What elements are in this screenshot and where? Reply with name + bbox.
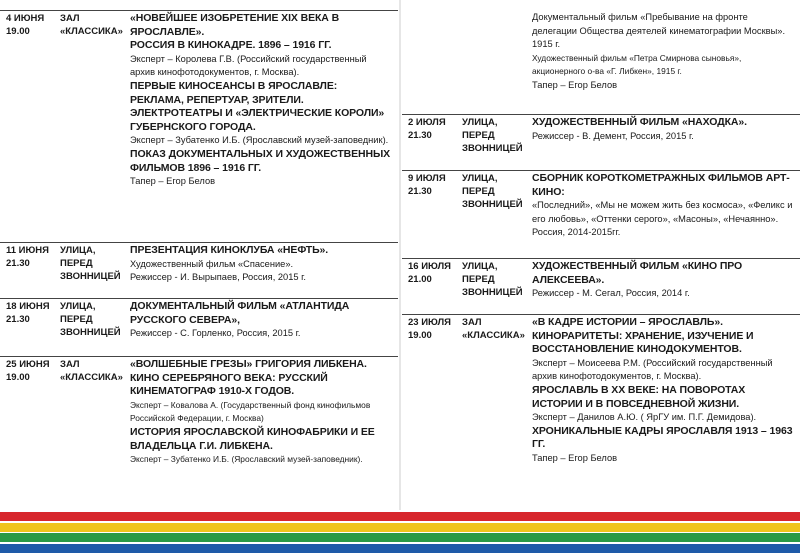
red-stripe xyxy=(0,512,800,521)
schedule-continuation xyxy=(402,10,800,114)
schedule-entry-jun-18 xyxy=(0,298,398,356)
schedule-entry-jul-9 xyxy=(402,170,800,258)
schedule-entry-jun-25 xyxy=(0,356,398,510)
entry-date: 2 ИЮЛЯ 21.30 xyxy=(408,117,446,141)
yellow-stripe xyxy=(0,523,800,532)
schedule-entry-jul-2 xyxy=(402,114,800,170)
entry-description: ПРЕЗЕНТАЦИЯ КИНОКЛУБА «НЕФТЬ». Художественный фильм «Спасение». Режиссер - И. Вырыпаев, Россия, 2015 г. xyxy=(130,244,329,283)
entry-description: «НОВЕЙШЕЕ ИЗОБРЕТЕНИЕ XIX ВЕКА В ЯРОСЛАВЛЕ». РОССИЯ В КИНОКАДРЕ. 1896 – 1916 ГГ. Эксперт – Королева Г.В. (Российский государственный архив кинофотодокументов, г. Москва). ПЕРВЫЕ КИНОСЕАНСЫ В ЯРОСЛАВЛЕ: РЕКЛАМА, РЕПЕРТУАР, ЗРИТЕЛИ. ЭЛЕКТРОТЕАТРЫ И «ЭЛЕКТРИЧЕСКИЕ КОРОЛИ» ГУБЕРНСКОГО ГОРОДА. Эксперт – Зубатенко И.Б. (Ярославский музей-заповедник). ПОКАЗ ДОКУМЕНТАЛЬНЫХ И ХУДОЖЕСТВЕННЫХ ФИЛЬМОВ 1896 – 1916 ГГ. Тапер – Егор Белов xyxy=(130,12,391,187)
entry-date: 18 ИЮНЯ 21.30 xyxy=(6,301,50,325)
entry-venue: УЛИЦА, ПЕРЕД ЗВОННИЦЕЙ xyxy=(60,301,121,338)
entry-date: 11 ИЮНЯ 21.30 xyxy=(6,245,49,269)
entry-date: 9 ИЮЛЯ 21.30 xyxy=(408,173,446,197)
schedule-entry-jun-4 xyxy=(0,10,398,242)
schedule-entry-jun-11 xyxy=(0,242,398,298)
schedule-entry-jul-16 xyxy=(402,258,800,314)
page-fold xyxy=(399,0,401,510)
entry-date: 23 ИЮЛЯ 19.00 xyxy=(408,317,451,341)
entry-description: ДОКУМЕНТАЛЬНЫЙ ФИЛЬМ «АТЛАНТИДА РУССКОГО СЕВЕРА», Режиссер - С. Горленко, Россия, 2015 г. xyxy=(130,300,350,339)
entry-description: ХУДОЖЕСТВЕННЫЙ ФИЛЬМ «НАХОДКА». Режиссер - В. Демент, Россия, 2015 г. xyxy=(532,116,747,141)
entry-description: «ВОЛШЕБНЫЕ ГРЕЗЫ» ГРИГОРИЯ ЛИБКЕНА. КИНО СЕРЕБРЯНОГО ВЕКА: РУССКИЙ КИНЕМАТОГРАФ 1910-Х ГОДОВ. Эксперт – Ковалова А. (Государственный фонд кинофильмов Российской Федерации, г. Москва) ИСТОРИЯ ЯРОСЛАВСКОЙ КИНОФАБРИКИ И ЕЕ ВЛАДЕЛЬЦА Г.И. ЛИБКЕНА. Эксперт – Зубатенко И.Б. (Ярославский музей-заповедник). xyxy=(130,358,375,465)
entry-description: Документальный фильм «Пребывание на фронте делегации Общества деятелей кинематографии Москвы». 1915 г. Художественный фильм «Петра Смирнова сыновья», акционерного о-ва «Г. Либкен», 1915 г. Тапер – Егор Белов xyxy=(532,12,786,90)
entry-venue: ЗАЛ «КЛАССИКА» xyxy=(60,13,123,37)
entry-description: СБОРНИК КОРОТКОМЕТРАЖНЫХ ФИЛЬМОВ АРТ-КИНО: «Последний», «Мы не можем жить без космоса», «Феликс и его любовь», «Оттенки серого», «Масоны», «Нечаянно». Россия, 2014-2015гг. xyxy=(532,172,793,238)
entry-date: 25 ИЮНЯ 19.00 xyxy=(6,359,50,383)
entry-description: «В КАДРЕ ИСТОРИИ – ЯРОСЛАВЛЬ». КИНОРАРИТЕТЫ: ХРАНЕНИЕ, ИЗУЧЕНИЕ И ВОССТАНОВЛЕНИЕ КИНОДОКУМЕНТОВ. Эксперт – Моисеева Р.М. (Российский государственный архив кинофотодокументов, г. Москва). ЯРОСЛАВЛЬ В XX ВЕКЕ: НА ПОВОРОТАХ ИСТОРИИ И В ПОВСЕДНЕВНОЙ ЖИЗНИ. Эксперт – Данилов А.Ю. ( ЯрГУ им. П.Г. Демидова). ХРОНИКАЛЬНЫЕ КАДРЫ ЯРОСЛАВЛЯ 1913 – 1963 ГГ. Тапер – Егор Белов xyxy=(532,316,793,463)
blue-stripe xyxy=(0,544,800,553)
entry-date: 4 ИЮНЯ 19.00 xyxy=(6,13,45,37)
schedule-entry-jul-23 xyxy=(402,314,800,510)
entry-date: 16 ИЮЛЯ 21.00 xyxy=(408,261,451,285)
entry-venue: УЛИЦА, ПЕРЕД ЗВОННИЦЕЙ xyxy=(462,117,523,154)
decorative-stripes xyxy=(0,512,800,554)
entry-venue: УЛИЦА, ПЕРЕД ЗВОННИЦЕЙ xyxy=(462,261,523,298)
entry-venue: УЛИЦА, ПЕРЕД ЗВОННИЦЕЙ xyxy=(60,245,121,282)
entry-venue: ЗАЛ «КЛАССИКА» xyxy=(462,317,525,341)
entry-venue: ЗАЛ «КЛАССИКА» xyxy=(60,359,123,383)
green-stripe xyxy=(0,533,800,542)
entry-description: ХУДОЖЕСТВЕННЫЙ ФИЛЬМ «КИНО ПРО АЛЕКСЕЕВА». Режиссер - М. Сегал, Россия, 2014 г. xyxy=(532,260,743,299)
entry-venue: УЛИЦА, ПЕРЕД ЗВОННИЦЕЙ xyxy=(462,173,523,210)
